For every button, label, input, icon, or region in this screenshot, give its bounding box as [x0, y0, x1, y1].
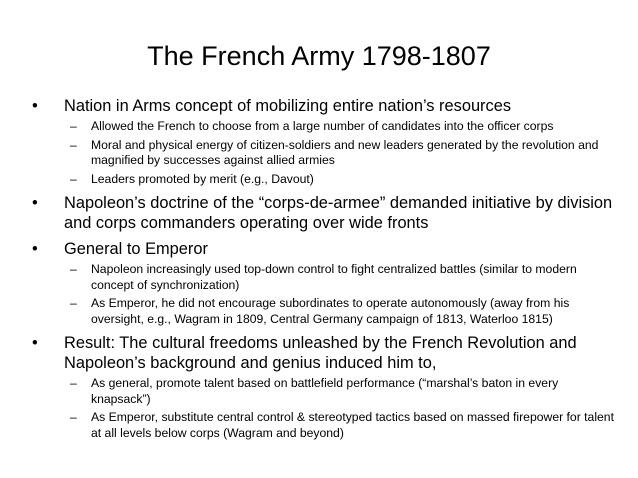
bullet-point [30, 333, 620, 373]
sub-bullet-point [64, 410, 620, 441]
sub-bullet-point [64, 296, 620, 327]
dash-icon: – [70, 171, 77, 186]
point-group [30, 96, 620, 187]
bullet-point [30, 193, 620, 233]
bullet-text: Nation in Arms concept of mobilizing entire nation’s resources [64, 97, 512, 115]
sub-bullet-text: As Emperor, he did not encourage subordinates to operate autonomously (away from his oversight, e.g., Wagram in 1809, Central Germany campaign of 1813, Waterloo 1815) [91, 296, 570, 326]
sub-bullet-text: Moral and physical energy of citizen-soldiers and new leaders generated by the revolution and magnified by successes against allied armies [91, 137, 599, 167]
sub-bullet-text: As Emperor, substitute central control & stereotyped tactics based on massed firepower for talent at all levels below corps (Wagram and beyond) [91, 410, 614, 440]
bullet-icon: • [32, 97, 38, 115]
dash-icon: – [70, 137, 77, 152]
sub-bullet-text: Napoleon increasingly used top-down control to fight centralized battles (similar to modern concept of synchronization) [91, 262, 577, 292]
sub-bullet-point [64, 172, 620, 188]
bullet-icon: • [32, 240, 38, 258]
sub-bullet-point [64, 138, 620, 169]
bullet-icon: • [32, 334, 38, 352]
dash-icon: – [70, 119, 77, 133]
sub-bullet-text: As general, promote talent based on battlefield performance (“marshal’s baton in every knapsack”) [91, 376, 559, 406]
sub-bullet-text: Allowed the French to choose from a large number of candidates into the officer corps [91, 119, 554, 133]
dash-icon: – [70, 296, 77, 310]
bullet-text: General to Emperor [64, 240, 208, 258]
slide-title: The French Army 1798-1807 [147, 41, 491, 71]
bullet-point [30, 96, 620, 116]
point-group [30, 193, 620, 233]
sub-bullet-point [64, 262, 620, 293]
point-group [30, 239, 620, 327]
sub-bullet-point [64, 376, 620, 407]
bullet-text: Result: The cultural freedoms unleashed by the French Revolution and Napoleon’s background and genius induced him to, [64, 334, 577, 372]
point-group [30, 333, 620, 441]
bullet-icon: • [32, 194, 38, 212]
sub-bullet-point [64, 119, 620, 135]
bullet-text: Napoleon’s doctrine of the “corps-de-armee” demanded initiative by division and corps commanders operating over wide fronts [64, 194, 613, 232]
bullet-point [30, 239, 620, 259]
dash-icon: – [70, 410, 77, 424]
dash-icon: – [70, 376, 77, 390]
sub-bullet-text: Leaders promoted by merit (e.g., Davout) [91, 171, 314, 186]
dash-icon: – [70, 262, 77, 276]
slide-body [30, 96, 620, 447]
